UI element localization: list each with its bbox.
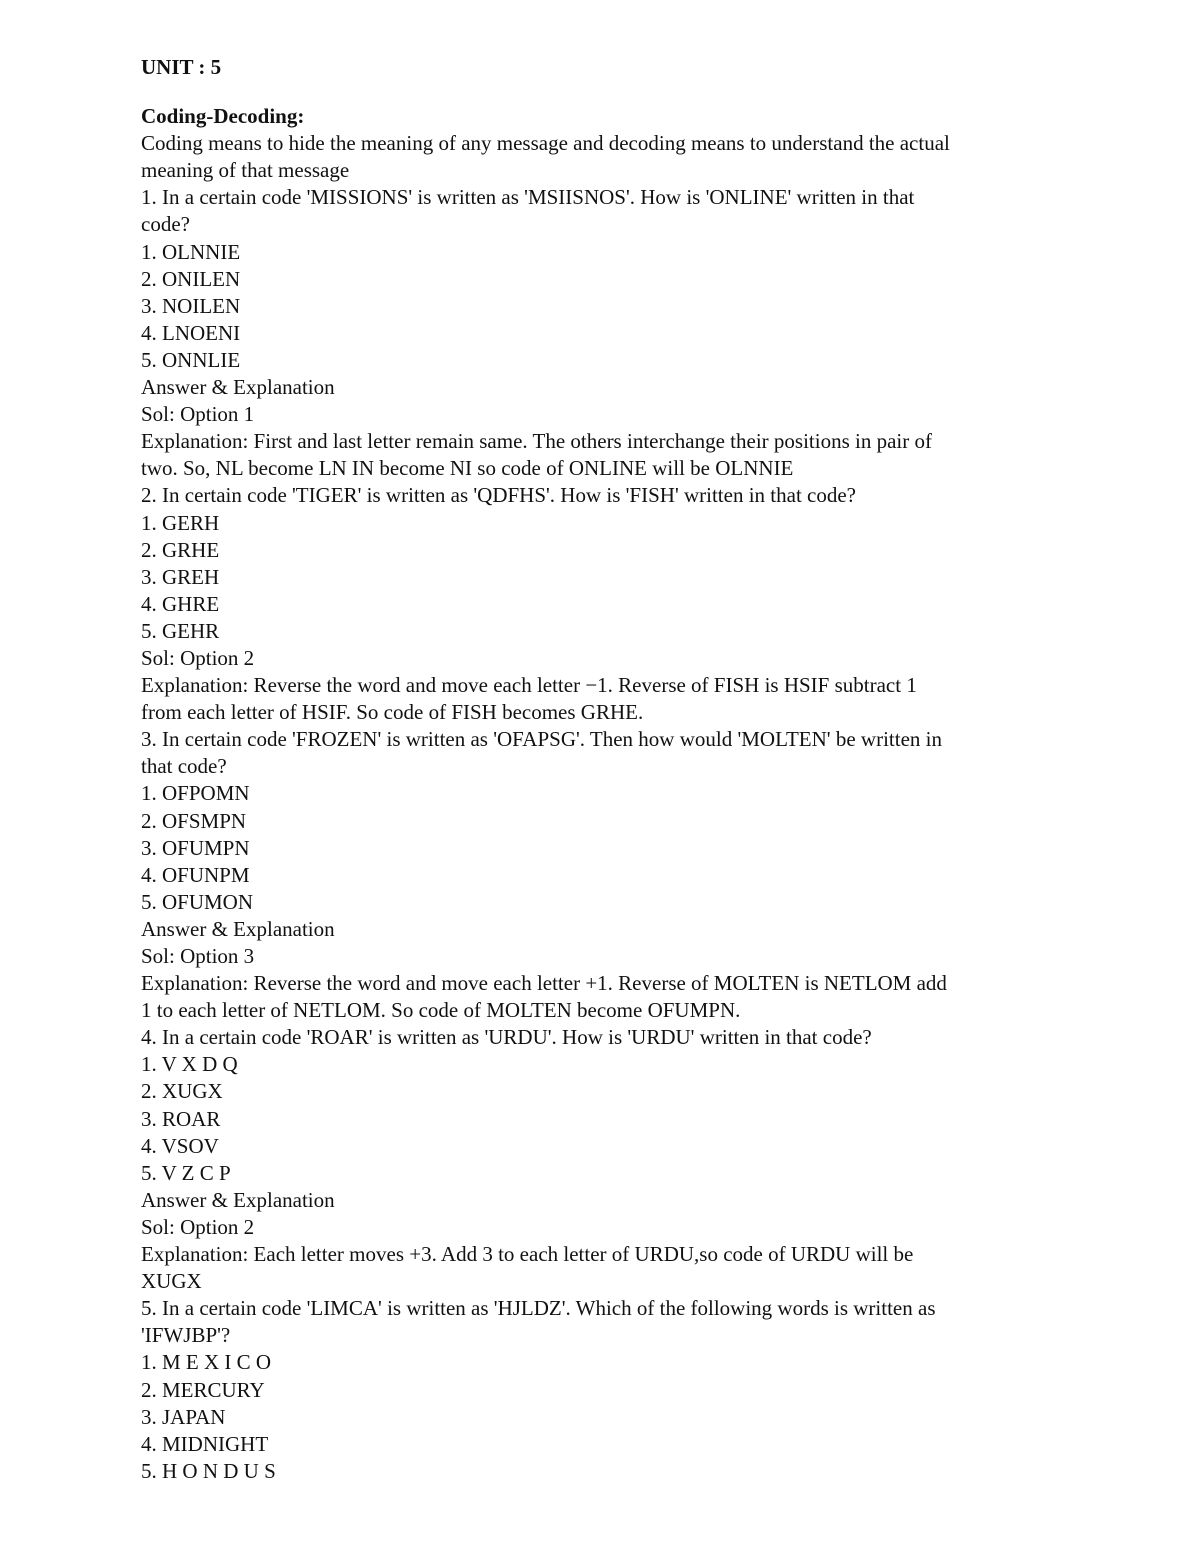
question-4	[141, 1024, 1061, 1295]
option-4: 4. OFUNPM	[141, 862, 250, 887]
explanation-line2: from each letter of HSIF. So code of FISH becomes GRHE.	[141, 700, 644, 725]
option-5: 5. V Z C P	[141, 1160, 231, 1185]
explanation-line2: 1 to each letter of NETLOM. So code of MOLTEN become OFUMPN.	[141, 998, 741, 1023]
solution-text: Sol: Option 2	[141, 645, 255, 670]
option-3: 3. OFUMPN	[141, 835, 250, 860]
option-3: 3. NOILEN	[141, 293, 241, 318]
option-4: 4. VSOV	[141, 1133, 219, 1158]
option-1: 1. M E X I C O	[141, 1350, 272, 1375]
explanation-line2: XUGX	[141, 1269, 202, 1294]
solution-text: Sol: Option 3	[141, 944, 255, 968]
section-title: Coding-Decoding:	[141, 104, 305, 129]
question-text-cont: 'IFWJBP'?	[141, 1323, 231, 1348]
option-2: 2. XUGX	[141, 1079, 223, 1104]
option-5: 5. H O N D U S	[141, 1458, 276, 1483]
unit-title: UNIT : 5	[141, 55, 222, 79]
option-3: 3. ROAR	[141, 1106, 221, 1131]
intro-text-line1: Coding means to hide the meaning of any message and decoding means to understand the actual	[141, 131, 950, 156]
answer-header: Answer & Explanation	[141, 375, 335, 400]
option-5: 5. ONNLIE	[141, 347, 241, 372]
question-5	[141, 1295, 1061, 1485]
explanation-line1: Explanation: Reverse the word and move each letter −1. Reverse of FISH is HSIF subtract 1	[141, 673, 917, 698]
option-3: 3. JAPAN	[141, 1404, 226, 1429]
option-4: 4. LNOENI	[141, 320, 241, 345]
explanation-line1: Explanation: Reverse the word and move each letter +1. Reverse of MOLTEN is NETLOM add	[141, 971, 947, 996]
question-text-cont: code?	[141, 212, 190, 237]
question-text: 3. In certain code 'FROZEN' is written as 'OFAPSG'. Then how would 'MOLTEN' be written in	[141, 727, 942, 752]
solution-text: Sol: Option 1	[141, 402, 255, 427]
explanation-line1: Explanation: First and last letter remain same. The others interchange their positions in pair of	[141, 429, 932, 454]
document-page	[141, 54, 1061, 1485]
answer-header: Answer & Explanation	[141, 1187, 335, 1212]
option-2: 2. ONILEN	[141, 266, 241, 291]
option-4: 4. MIDNIGHT	[141, 1431, 269, 1456]
option-5: 5. GEHR	[141, 618, 220, 643]
option-2: 2. MERCURY	[141, 1377, 265, 1402]
question-text-cont: that code?	[141, 754, 227, 779]
option-1: 1. OFPOMN	[141, 781, 250, 806]
question-2	[141, 482, 1061, 726]
question-3	[141, 726, 1061, 1024]
solution-text: Sol: Option 2	[141, 1214, 255, 1239]
option-1: 1. GERH	[141, 510, 220, 535]
answer-header: Answer & Explanation	[141, 916, 335, 941]
option-2: 2. OFSMPN	[141, 808, 247, 833]
explanation-line1: Explanation: Each letter moves +3. Add 3 to each letter of URDU,so code of URDU will be	[141, 1242, 914, 1267]
question-text: 5. In a certain code 'LIMCA' is written as 'HJLDZ'. Which of the following words is written as	[141, 1296, 936, 1321]
intro-text-line2: meaning of that message	[141, 158, 350, 183]
explanation-line2: two. So, NL become LN IN become NI so code of ONLINE will be OLNNIE	[141, 456, 794, 481]
option-1: 1. V X D Q	[141, 1052, 238, 1077]
option-5: 5. OFUMON	[141, 889, 254, 914]
question-text: 2. In certain code 'TIGER' is written as 'QDFHS'. How is 'FISH' written in that code?	[141, 483, 856, 508]
question-text: 1. In a certain code 'MISSIONS' is written as 'MSIISNOS'. How is 'ONLINE' written in that	[141, 185, 915, 210]
option-1: 1. OLNNIE	[141, 239, 241, 264]
question-text: 4. In a certain code 'ROAR' is written as 'URDU'. How is 'URDU' written in that code?	[141, 1025, 872, 1050]
question-1	[141, 184, 1061, 482]
option-2: 2. GRHE	[141, 537, 220, 562]
option-4: 4. GHRE	[141, 591, 220, 616]
option-3: 3. GREH	[141, 564, 220, 589]
